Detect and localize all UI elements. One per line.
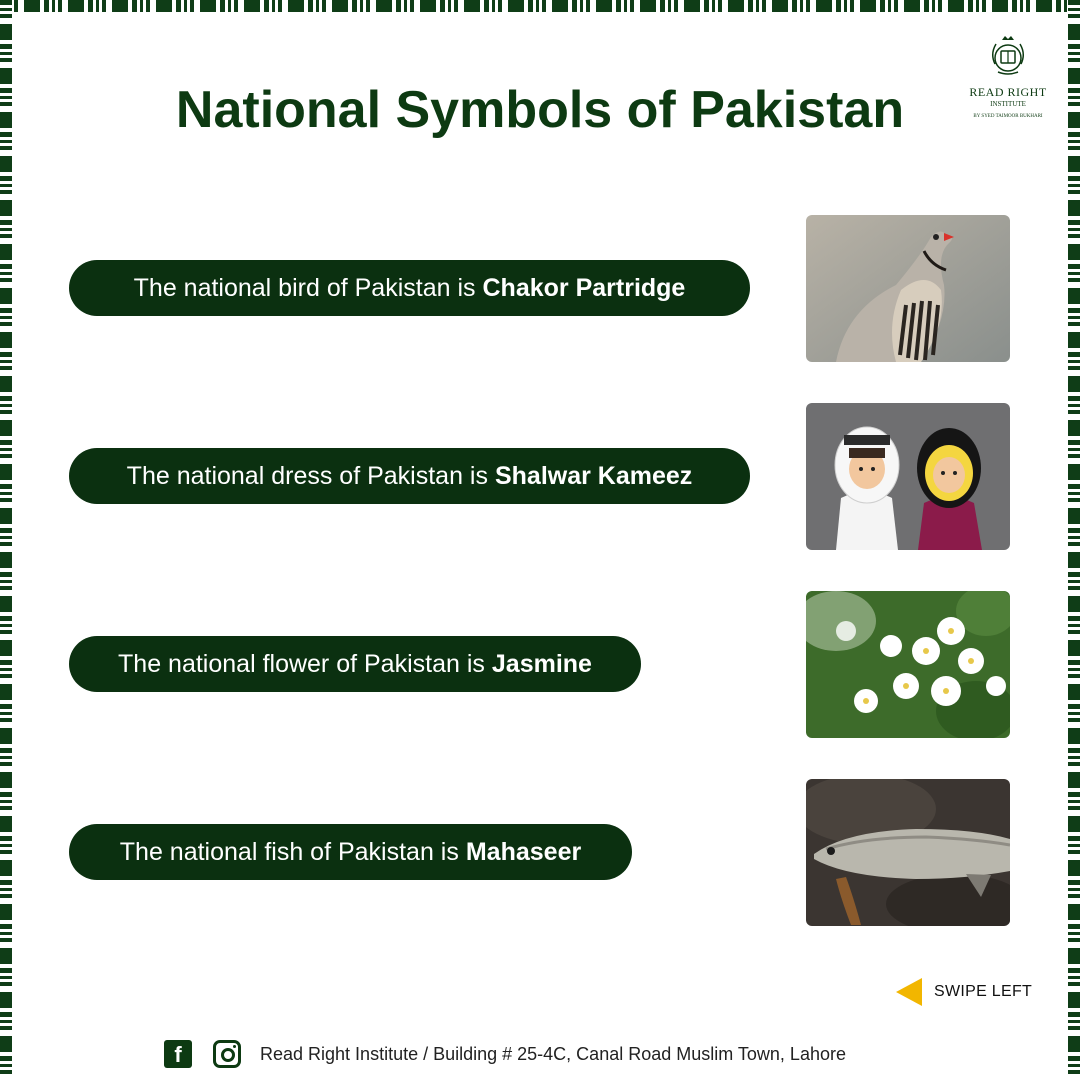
symbol-pill-value: Mahaseer: [465, 837, 582, 866]
symbol-pill-value: Jasmine: [491, 649, 592, 678]
symbol-pill-fish: [69, 824, 632, 880]
symbol-pill-bird: [69, 260, 750, 316]
swipe-left-hint: [896, 978, 1032, 1006]
crest-icon: [986, 34, 1030, 78]
shalwar-kameez-image: [806, 403, 1010, 550]
symbol-pill-value: Shalwar Kameez: [494, 461, 693, 490]
logo-byline: BY SYED TAIMOOR BUKHARI: [973, 114, 1043, 119]
symbol-pill-prefix: The national bird of Pakistan is: [133, 273, 476, 302]
page-title: National Symbols of Pakistan: [175, 81, 905, 139]
jasmine-image: [806, 591, 1010, 738]
symbol-pill-dress: [69, 448, 750, 504]
decorative-border-top: [0, 0, 1080, 12]
logo-name: READ RIGHT: [969, 85, 1047, 99]
symbol-pill-prefix: The national fish of Pakistan is: [119, 837, 459, 866]
mahaseer-image: [806, 779, 1010, 926]
read-right-logo: [958, 34, 1058, 119]
arrow-left-icon: [896, 978, 922, 1006]
chakor-partridge-image: [806, 215, 1010, 362]
facebook-glyph: f: [174, 1042, 182, 1067]
symbol-pill-prefix: The national dress of Pakistan is: [126, 461, 488, 490]
footer-address: Read Right Institute / Building # 25-4C, Canal Road Muslim Town, Lahore: [260, 1043, 846, 1064]
symbol-pill-value: Chakor Partridge: [482, 273, 686, 302]
decorative-border-left: [0, 0, 12, 1080]
footer: [164, 1039, 846, 1069]
decorative-border-right: [1068, 0, 1080, 1080]
symbol-pill-prefix: The national flower of Pakistan is: [118, 649, 485, 678]
instagram-icon[interactable]: [213, 1040, 241, 1068]
logo-subtitle: INSTITUTE: [990, 100, 1026, 108]
swipe-left-label: SWIPE LEFT: [934, 983, 1033, 1000]
facebook-icon[interactable]: [164, 1040, 192, 1068]
symbol-pill-flower: [69, 636, 641, 692]
